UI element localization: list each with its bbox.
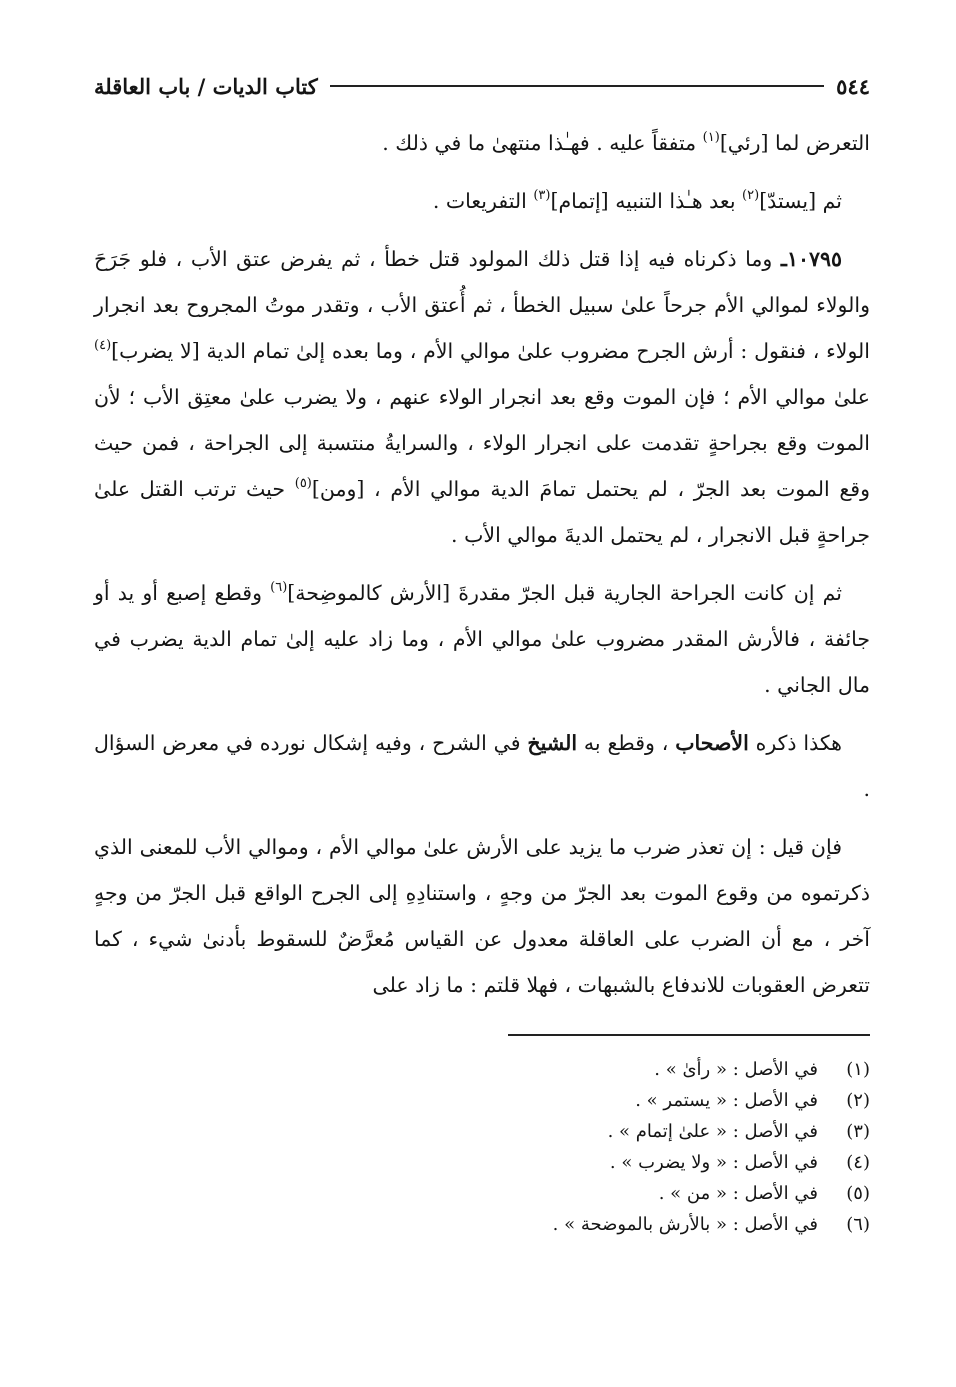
header-rule (330, 85, 824, 87)
paragraph-text: التعرض لما [رئي] (719, 131, 870, 155)
footnote (94, 1147, 870, 1178)
paragraph (94, 824, 870, 1008)
emphasized-term: الشيخ (527, 731, 578, 755)
paragraph-text: متفقاً عليه . فهـٰذا منتهىٰ ما في ذلك . (382, 131, 703, 155)
footnote-marker: (٥) (294, 475, 312, 491)
paragraph-text: هكذا ذكره (748, 731, 842, 755)
footnotes (94, 1054, 870, 1240)
footnote-text: في الأصل : « من » . (658, 1183, 818, 1204)
emphasized-term: الأصحاب (675, 731, 749, 755)
paragraph-text: فإن قيل : إن تعذر ضرب ما يزيد على الأرش علىٰ موالي الأم ، وموالي الأب للمعنى الذي ذكرتموه من وقوع الموت بعد الجرّ من وجهٍ ، واستنادِهِ إلى الجرح الواقع قبل الجرّ من وجهٍ آخر ، مع أن الضرب على العاقلة معدول عن القياس مُعرَّضٌ للسقوط بأدنىٰ شيء ، كما تتعرض العقوبات للاندفاع بالشبهات ، فهلا قلتم : ما زاد على (94, 835, 870, 997)
footnote-text: في الأصل : « بالأرش بالموضحة » . (552, 1214, 818, 1235)
paragraph (94, 236, 870, 558)
footnote (94, 1116, 870, 1147)
paragraph (94, 120, 870, 166)
footnote-marker: (٦) (270, 579, 288, 595)
footnote-marker: (٣) (533, 187, 551, 203)
paragraph (94, 178, 870, 224)
footnote-number: (٣) (846, 1121, 870, 1142)
footnote-text: في الأصل : « علىٰ إتمام » . (607, 1121, 818, 1142)
paragraph-text: ثم [يستدّ] (759, 189, 842, 213)
footnote-number: (٦) (846, 1214, 870, 1235)
paragraph-text: ثم إن كانت الجراحة الجارية قبل الجرّ مقدرةَ [الأرش كالموضِحة] (287, 581, 842, 605)
paragraph-text: التفريعات . (432, 189, 534, 213)
paragraph (94, 570, 870, 708)
footnote-marker: (٤) (94, 337, 112, 353)
paragraph-text: حيث ترتب القتل علىٰ جراحةٍ قبل الانجرار ، لم يحتمل الديةَ موالي الأب . (94, 477, 870, 547)
footnote-marker: (١) (702, 129, 720, 145)
footnote-marker: (٢) (742, 187, 760, 203)
paragraph-text: علىٰ موالي الأم ؛ فإن الموت وقع بعد انجرار الولاء عنهم ، ولا يضرب علىٰ معتِق الأب ؛ لأن الموت وقع بجراحةٍ تقدمت على انجرار الولاء ، والسرايةُ منتسبة إلى الجراحة ، فمن حيث وقع الموت بعد الجرّ ، لم يحتمل تمامَ الدية موالي الأم ، [ومن] (94, 385, 870, 501)
footnote-number: (٤) (846, 1152, 870, 1173)
main-text (94, 120, 870, 1008)
issue-number: ١٠٧٩٥ـ (780, 247, 842, 271)
running-title: كتاب الديات / باب العاقلة (94, 73, 318, 99)
footnote (94, 1178, 870, 1209)
paragraph-text: بعد هـٰذا التنبيه [إتمام] (550, 189, 743, 213)
footnote-number: (١) (846, 1059, 870, 1080)
paragraph-text: في الشرح ، وفيه إشكال نورده في معرض السؤال . (94, 731, 870, 801)
footnote-separator (508, 1034, 870, 1036)
footnote-number: (٢) (846, 1090, 870, 1111)
paragraph-text: وقطع إصبع أو يد أو جائفة ، فالأرش المقدر مضروب علىٰ موالي الأم ، وما زاد عليه إلىٰ تمام الدية يضرب في مال الجاني . (94, 581, 870, 697)
footnote-text: في الأصل : « ولا يضرب » . (609, 1152, 818, 1173)
paragraph-text: وما ذكرناه فيه إذا قتل ذلك المولود قتل خطأ ، ثم يفرض عتق الأب ، فلو جَرَحَ والولاء لموالي الأم جرحاً علىٰ سبيل الخطأ ، ثم أُعتق الأب ، وتقدر موتُ المجروح بعد انجرار الولاء ، فنقول : أرش الجرح مضروب علىٰ موالي الأم ، وما بعده إلىٰ تمام الدية [لا يضرب] (94, 247, 870, 363)
paragraph (94, 720, 870, 812)
footnote-text: في الأصل : « يستمر » . (635, 1090, 818, 1111)
footnote (94, 1209, 870, 1240)
footnote (94, 1085, 870, 1116)
page-header (94, 66, 870, 106)
footnote-number: (٥) (846, 1183, 870, 1204)
page-number: ٥٤٤ (836, 73, 870, 99)
paragraph-text: ، وقطع به (577, 731, 676, 755)
book-page (94, 66, 870, 1240)
footnote (94, 1054, 870, 1085)
footnote-text: في الأصل : « رأىٰ » . (654, 1059, 818, 1080)
